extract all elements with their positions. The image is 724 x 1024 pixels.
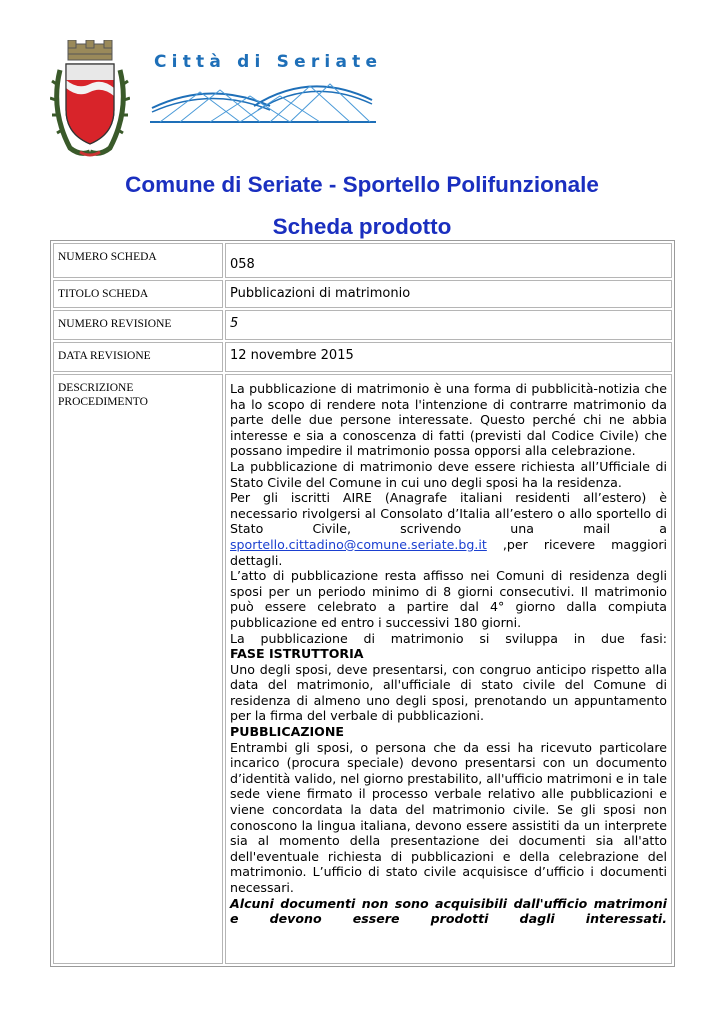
value-data-revisione: 12 novembre 2015	[225, 342, 672, 372]
description-body	[225, 374, 672, 964]
heading-text: FASE ISTRUTTORIA	[230, 646, 364, 662]
description-paragraph: L’atto di pubblicazione resta affisso nei Comuni di residenza degli sposi per un periodo minimo di 8 giorni consecutivi. Il matrimonio può essere celebrato a partire dal 4° giorno dalla compiuta pubblicazione ed entro i successivi 180 giorni.	[230, 568, 667, 630]
product-sheet-table	[50, 240, 675, 967]
description-paragraph: Entrambi gli sposi, o persona che da essi ha ricevuto particolare incarico (procura speciale) devono presentarsi con un documento d’identità valido, nel giorno prestabilito, all'ufficio matrimoni e in tale sede viene firmato il processo verbale relativo alle pubblicazioni e viene concordata la data del matrimonio civile. Se gli sposi non conoscono la lingua italiana, devono essere assistiti da un interprete sia al momento della presentazione dei documenti sia all'atto dell'eventuale richiesta di pubblicazioni e della celebrazione del matrimonio. L’ufficio di stato civile acquisisce d’ufficio i documenti necessari.	[230, 739, 667, 895]
section-heading-pubblicazione	[230, 724, 667, 740]
label-titolo-scheda: TITOLO SCHEDA	[53, 280, 223, 308]
description-paragraph: La pubblicazione di matrimonio si sviluppa in due fasi:	[230, 630, 667, 646]
label-data-revisione: DATA REVISIONE	[53, 342, 223, 372]
aire-text-end: ,per ricevere maggiori dettagli.	[230, 536, 667, 568]
description-paragraph	[230, 490, 667, 568]
value-titolo-scheda: Pubblicazioni di matrimonio	[225, 280, 672, 308]
aire-text: Per gli iscritti AIRE (Anagrafe italiani residenti all’estero) è necessario rivolgersi al Consolato d’Italia all’estero o allo sportello di Stato Civile, scrivendo una mail a	[230, 490, 667, 537]
label-numero-scheda: NUMERO SCHEDA	[53, 243, 223, 278]
description-paragraph: La pubblicazione di matrimonio è una forma di pubblicità-notizia che ha lo scopo di rendere nota l'intenzione di contrarre matrimonio da parte delle due persone interessate. Questo perché chi ne abbia interesse e sia a conoscenza di fatti (previsti dal Codice Civile) che possano impedire il matrimonio possa opporsi alla celebrazione.	[230, 381, 667, 459]
city-crest-logo	[50, 40, 130, 160]
value-numero-scheda: 058	[225, 243, 672, 278]
page-header	[0, 0, 724, 170]
value-numero-revisione: 5	[225, 310, 672, 340]
section-heading-istruttoria	[230, 646, 667, 662]
label-descrizione-procedimento: DESCRIZIONE PROCEDIMENTO	[53, 374, 223, 964]
page-subtitle: Scheda prodotto	[272, 214, 452, 239]
page-title: Comune di Seriate - Sportello Polifunzionale	[125, 172, 599, 197]
description-paragraph: La pubblicazione di matrimonio deve essere richiesta all’Ufficiale di Stato Civile del Comune in cui uno degli sposi ha la residenza.	[230, 458, 667, 490]
description-note: Alcuni documenti non sono acquisibili dall'ufficio matrimoni e devono essere prodotti dagli interessati.	[230, 895, 667, 927]
email-link[interactable]: sportello.cittadino@comune.seriate.bg.it	[230, 536, 487, 552]
description-paragraph: Uno degli sposi, deve presentarsi, con congruo anticipo rispetto alla data del matrimonio, all'ufficiale di stato civile del Comune di residenza di almeno uno degli sposi, prenotando un appuntamento per la firma del verbale di pubblicazioni.	[230, 661, 667, 724]
label-numero-revisione: NUMERO REVISIONE	[53, 310, 223, 340]
city-name-logotype: Città di Seriate	[154, 52, 383, 72]
heading-text: PUBBLICAZIONE	[230, 724, 345, 740]
